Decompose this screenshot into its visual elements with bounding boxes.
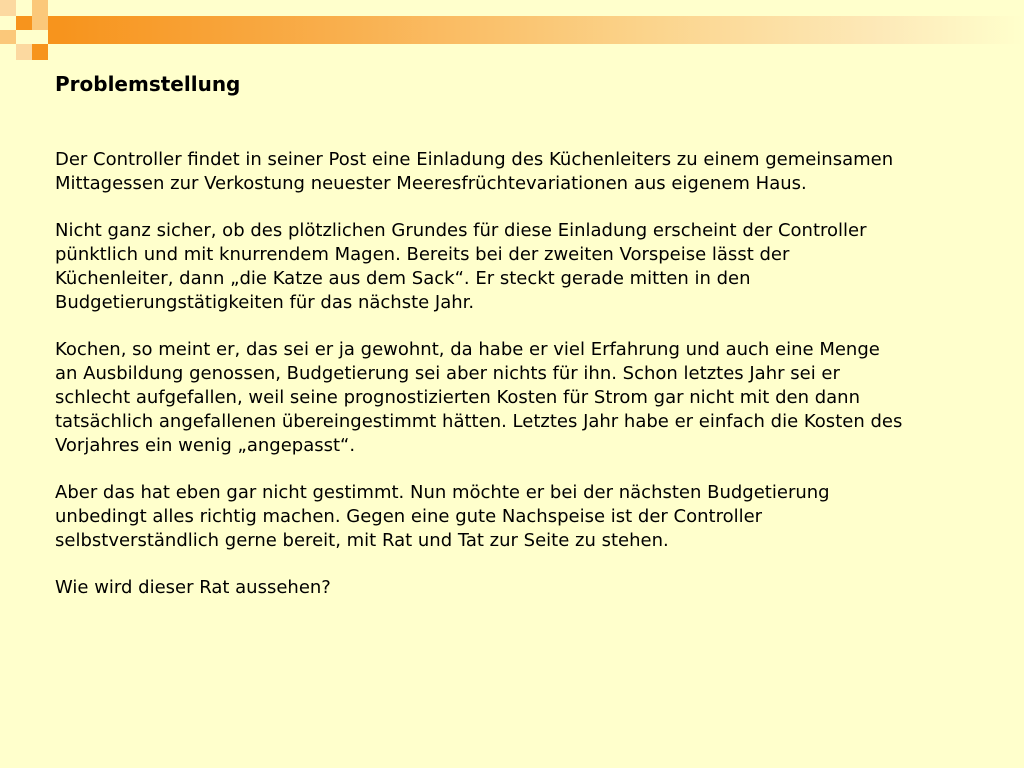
- paragraph-3: Kochen, so meint er, das sei er ja gewohnt, da habe er viel Erfahrung und auch eine Menge an Ausbildung genossen, Budgetierung sei aber nichts für ihn. Schon letztes Jahr sei er schlecht aufgefallen, weil seine prognostizierten Kosten für Strom gar nicht mit den dann tatsächlich angefallenen übereingestimmt hätten. Letztes Jahr habe er einfach die Kosten des Vorjahres ein wenig „angepasst“.: [55, 339, 903, 456]
- decorative-square: [32, 44, 48, 60]
- decorative-square: [16, 30, 32, 44]
- decorative-square: [16, 16, 32, 30]
- paragraph-1: Der Controller findet in seiner Post eine Einladung des Küchenleiters zu einem gemeinsamen Mittagessen zur Verkostung neuester Meeresfrüchtevariationen aus eigenem Haus.: [55, 149, 894, 194]
- decorative-square: [0, 0, 16, 16]
- slide-body: [55, 148, 905, 600]
- slide-title: Problemstellung: [55, 72, 241, 96]
- paragraph-4: Aber das hat eben gar nicht gestimmt. Nun möchte er bei der nächsten Budgetierung unbedingt alles richtig machen. Gegen eine gute Nachspeise ist der Controller selbstverständlich gerne bereit, mit Rat und Tat zur Seite zu stehen.: [55, 482, 830, 551]
- decorative-square: [48, 16, 62, 44]
- decorative-square: [48, 0, 62, 16]
- decorative-square: [32, 16, 48, 30]
- decorative-square: [0, 16, 16, 30]
- decorative-square: [32, 0, 48, 16]
- decorative-square: [0, 30, 16, 44]
- decorative-header-bar: [62, 16, 1024, 44]
- paragraph-2: Nicht ganz sicher, ob des plötzlichen Grundes für diese Einladung erscheint der Controller pünktlich und mit knurrendem Magen. Bereits bei der zweiten Vorspeise lässt der Küchenleiter, dann „die Katze aus dem Sack“. Er steckt gerade mitten in den Budgetierungstätigkeiten für das nächste Jahr.: [55, 220, 867, 313]
- decorative-square: [16, 0, 32, 16]
- decorative-square: [16, 44, 32, 60]
- paragraph-5: Wie wird dieser Rat aussehen?: [55, 577, 331, 599]
